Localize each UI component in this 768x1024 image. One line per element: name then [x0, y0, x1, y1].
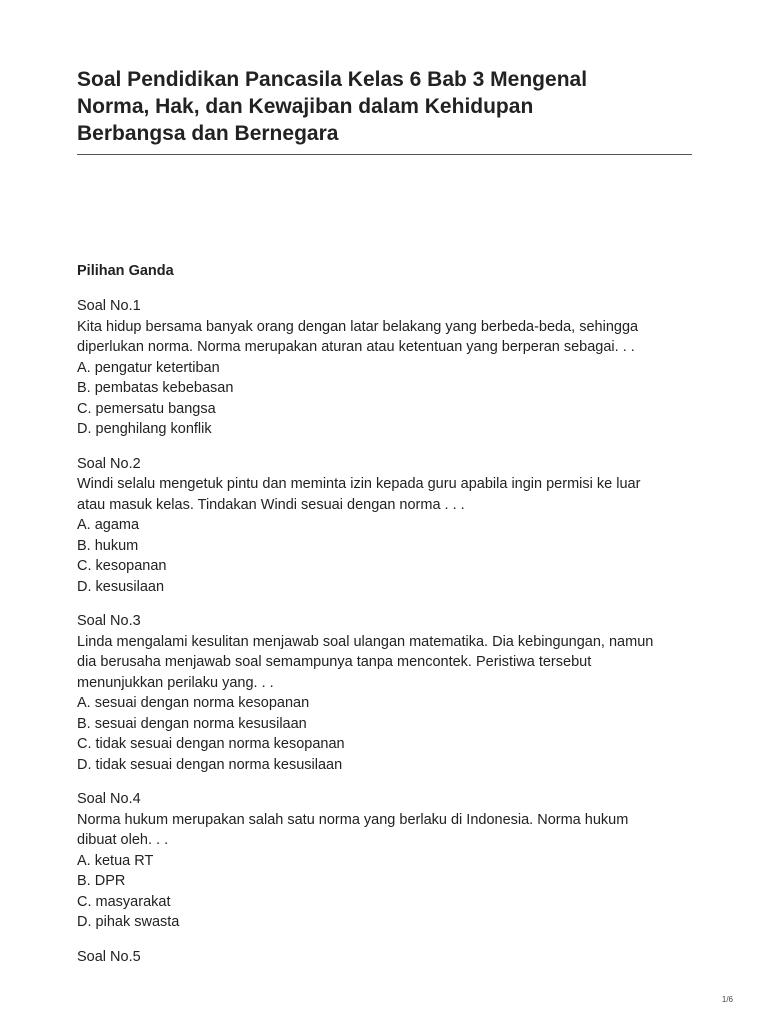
title-line: Soal Pendidikan Pancasila Kelas 6 Bab 3 Mengenal [77, 68, 588, 91]
question-5 [77, 947, 697, 968]
answer-option: D. pihak swasta [77, 914, 180, 930]
question-list [77, 296, 697, 981]
question-text: atau masuk kelas. Tindakan Windi sesuai dengan norma . . . [77, 496, 465, 513]
question-text: Linda mengalami kesulitan menjawab soal ulangan matematika. Dia kebingungan, namun [77, 633, 654, 650]
question-text: Kita hidup bersama banyak orang dengan latar belakang yang berbeda-beda, sehingga [77, 318, 639, 335]
question-3 [77, 611, 697, 775]
question-2 [77, 454, 697, 598]
title-divider [77, 154, 692, 155]
question-text: Windi selalu mengetuk pintu dan meminta izin kepada guru apabila ingin permisi ke luar [77, 476, 641, 492]
question-text: diperlukan norma. Norma merupakan aturan atau ketentuan yang berperan sebagai. . . [77, 339, 635, 355]
section-heading: Pilihan Ganda [77, 263, 174, 279]
answer-option: B. sesuai dengan norma kesusilaan [77, 715, 307, 732]
question-1 [77, 296, 697, 440]
answer-option: B. DPR [77, 873, 126, 889]
question-text: menunjukkan perilaku yang. . . [77, 674, 274, 691]
answer-option: A. agama [77, 517, 140, 533]
answer-option: D. tidak sesuai dengan norma kesusilaan [77, 756, 343, 773]
question-text: dia berusaha menjawab soal semampunya tanpa mencontek. Peristiwa tersebut [77, 654, 592, 670]
answer-option: C. masyarakat [77, 893, 171, 910]
answer-option: C. kesopanan [77, 558, 167, 574]
answer-option: A. pengatur ketertiban [77, 359, 220, 376]
answer-option: A. ketua RT [77, 852, 154, 869]
question-text: dibuat oleh. . . [77, 832, 169, 848]
answer-option: D. kesusilaan [77, 578, 165, 595]
answer-option: A. sesuai dengan norma kesopanan [77, 695, 310, 711]
answer-option: D. penghilang konflik [77, 421, 212, 437]
question-text: Norma hukum merupakan salah satu norma yang berlaku di Indonesia. Norma hukum [77, 811, 629, 828]
question-label: Soal No.1 [77, 298, 141, 314]
question-label: Soal No.5 [77, 948, 141, 965]
answer-option: C. tidak sesuai dengan norma kesopanan [77, 736, 345, 752]
title-line: Berbangsa dan Bernegara [77, 122, 339, 145]
answer-option: C. pemersatu bangsa [77, 400, 216, 417]
answer-option: B. pembatas kebebasan [77, 380, 234, 396]
question-label: Soal No.3 [77, 613, 141, 629]
title-line: Norma, Hak, dan Kewajiban dalam Kehidupan [77, 95, 534, 118]
answer-option: B. hukum [77, 537, 139, 554]
question-label: Soal No.2 [77, 455, 141, 472]
question-4 [77, 789, 697, 933]
page-number: 1/6 [721, 995, 733, 1004]
document-title [77, 66, 697, 147]
question-label: Soal No.4 [77, 791, 141, 807]
